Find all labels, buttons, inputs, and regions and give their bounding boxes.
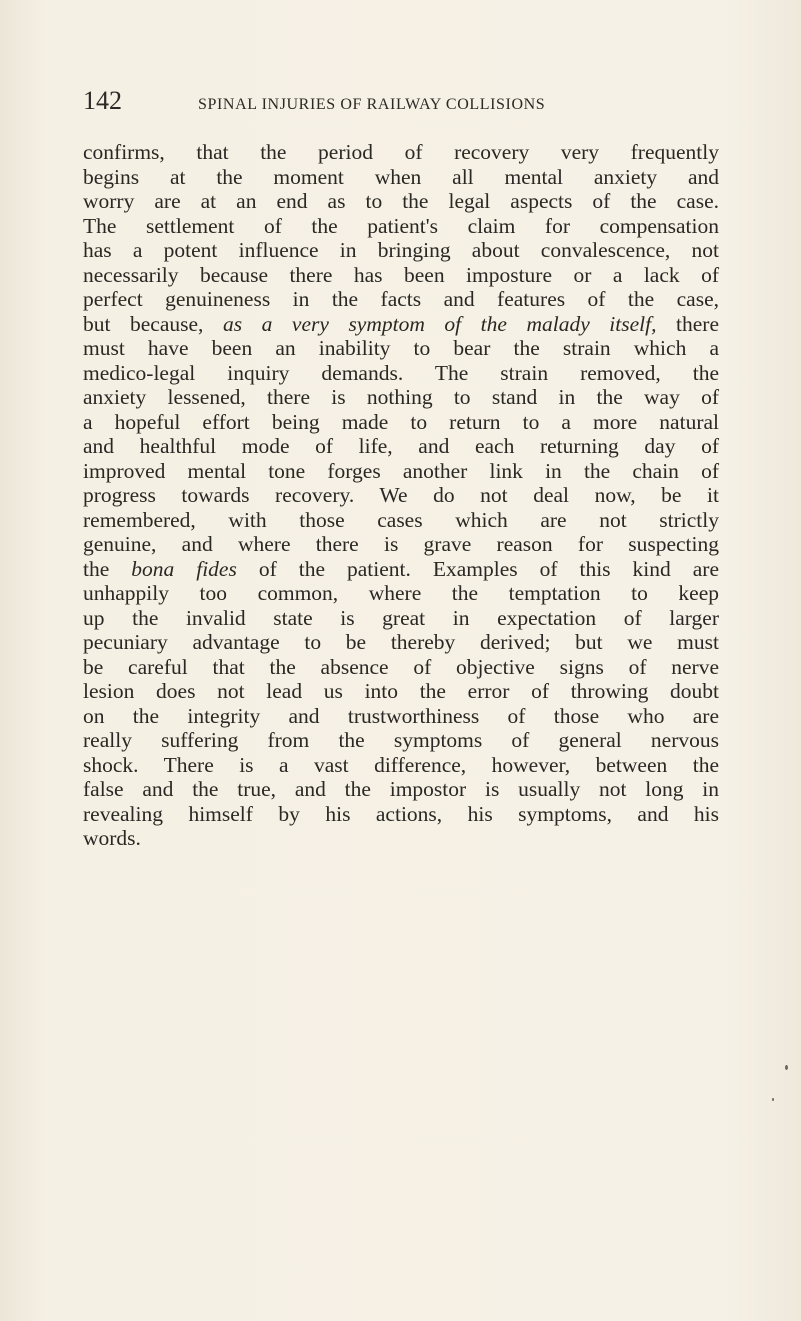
text-line: remembered, with those cases which are not strictly — [83, 507, 719, 532]
text-segment: of the patient. Examples of this kind are — [236, 556, 719, 581]
text-line: pecuniary advantage to be thereby derived; but we must — [83, 630, 719, 654]
page-header — [83, 86, 723, 122]
text-segment: there — [656, 311, 720, 336]
text-line: necessarily because there has been imposture or a lack of — [83, 262, 719, 287]
italic-phrase: as a very symptom of the malady itself, — [222, 311, 657, 336]
text-line: be careful that the absence of objective signs of nerve — [83, 654, 719, 679]
text-segment: but because, — [83, 311, 223, 336]
text-line — [83, 557, 719, 582]
text-line: perfect genuineness in the facts and features of the case, — [83, 287, 719, 311]
text-line: words. — [83, 826, 141, 850]
text-line: revealing himself by his actions, his symptoms, and his — [83, 801, 719, 826]
text-line: worry are at an end as to the legal aspects of the case. — [83, 189, 719, 213]
text-line: up the invalid state is great in expectation of larger — [83, 605, 719, 630]
page-number: 142 — [83, 86, 122, 115]
text-line — [83, 312, 719, 337]
text-line: a hopeful effort being made to return to a more natural — [83, 409, 719, 434]
text-line: unhappily too common, where the temptation to keep — [83, 581, 719, 605]
text-line: improved mental tone forges another link in the chain of — [83, 458, 719, 483]
text-line: on the integrity and trustworthiness of those who are — [83, 703, 719, 728]
text-line: medico-legal inquiry demands. The strain removed, the — [83, 360, 719, 385]
italic-phrase: bona fides — [131, 556, 237, 581]
text-line: and healthful mode of life, and each returning day of — [83, 434, 719, 458]
text-segment: the — [83, 556, 132, 581]
paper-speck — [772, 1098, 774, 1101]
text-line: anxiety lessened, there is nothing to stand in the way of — [83, 385, 719, 409]
text-line: has a potent influence in bringing about convalescence, not — [83, 238, 719, 262]
text-line: false and the true, and the impostor is usually not long in — [83, 777, 719, 801]
text-line: lesion does not lead us into the error of throwing doubt — [83, 679, 719, 703]
paper-speck — [785, 1065, 788, 1070]
text-line: must have been an inability to bear the strain which a — [83, 336, 719, 360]
text-line: genuine, and where there is grave reason for suspecting — [83, 532, 719, 556]
running-head: SPINAL INJURIES OF RAILWAY COLLISIONS — [198, 96, 546, 113]
text-line: progress towards recovery. We do not deal now, be it — [83, 483, 719, 507]
text-line: confirms, that the period of recovery very frequently — [83, 140, 719, 164]
text-line: begins at the moment when all mental anxiety and — [83, 164, 719, 189]
text-line: The settlement of the patient's claim for compensation — [83, 213, 719, 238]
text-line: really suffering from the symptoms of general nervous — [83, 728, 719, 752]
body-paragraph — [83, 140, 719, 851]
text-line: shock. There is a vast difference, however, between the — [83, 752, 719, 777]
